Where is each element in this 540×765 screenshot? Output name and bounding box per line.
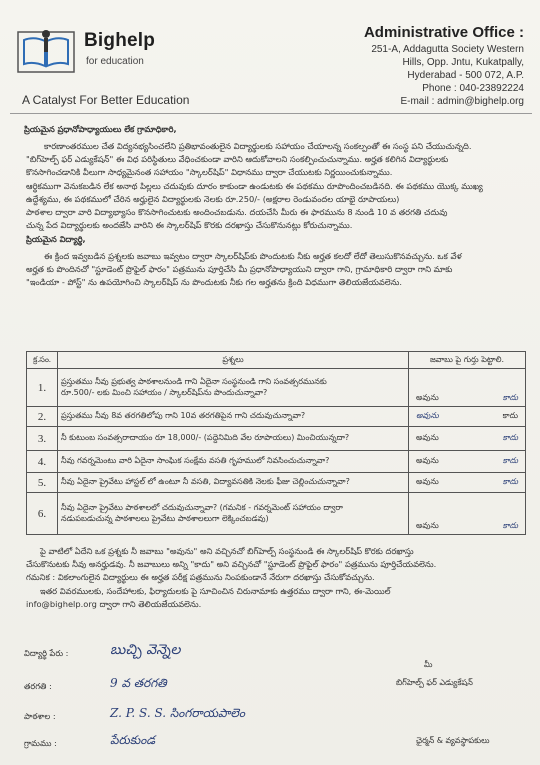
sign-organization: బిగ్‌హెల్ప్ ఫర్ ఎడ్యుకేషన్ [396, 678, 473, 687]
phone-line: Phone : 040-23892224 [422, 83, 524, 94]
eligibility-table [26, 351, 526, 535]
no-option[interactable]: కాదు [502, 433, 518, 442]
salutation: ప్రియమైన ప్రధానోపాధ్యాయులు లేక గ్రామాధికారి, [24, 124, 177, 134]
yes-option[interactable]: అవును [416, 477, 439, 486]
yes-option[interactable]: అవును [416, 456, 439, 465]
yes-option[interactable]: అవును [416, 411, 439, 420]
yes-option[interactable]: అవును [416, 392, 439, 402]
question-cell: నీవు ఏదైనా ప్రైవేటు పాఠశాలలో చదువుచున్నావా? (గమనిక - గవర్నమెంట్ సహాయం ద్వారా నడుపబడుచున్న పాఠశాలలు ప్రైవేటు పాఠశాలలుగా లెక్కించబడవు) [58, 493, 409, 535]
col-answer: జవాబు పై గుర్తు పెట్టాలి. [409, 352, 526, 369]
school-value[interactable]: Z. P. S. S. సింగరాయపాలెం [110, 706, 246, 720]
sign-title: ఛైర్మన్ & వ్యవస్థాపకులు [416, 736, 490, 745]
class-value[interactable]: 9 వ తరగతి [110, 676, 167, 690]
field-label: విద్యార్థి పేరు : [24, 648, 69, 658]
answer-cell[interactable] [409, 427, 526, 451]
yes-option[interactable]: అవును [416, 520, 439, 530]
question-cell: ప్రస్తుతము నీవు ప్రభుత్వ పాఠశాలనుండి గాని ఏదైనా సంస్థనుండి గాని సంవత్సరమునకు రూ.500/- లకు మించి సహాయం / స్కాలర్‌షిప్‌ను పొందుచున్నావా? [58, 369, 409, 407]
no-option[interactable]: కాదు [502, 392, 518, 402]
address-line: Hills, Opp. Jntu, Kukatpally, [402, 57, 524, 68]
office-title: Administrative Office : [363, 24, 524, 41]
no-option[interactable]: కాదు [502, 411, 518, 420]
bighelp-logo-icon [16, 26, 76, 76]
village-value[interactable]: పేరుకుండ [110, 733, 156, 747]
question-cell: నీవు ఏదైనా ప్రైవేటు హాస్టల్ లో ఉంటూ నీ వసతి, విద్యావసతికి నెలకు ఫీజు చెల్లించుచున్నావా? [58, 473, 409, 493]
field-label: తరగతి : [24, 681, 52, 691]
address-line: Hyderabad - 500 072, A.P. [407, 70, 524, 81]
col-sno: క్ర.సం. [27, 352, 58, 369]
answer-cell[interactable] [409, 407, 526, 427]
no-option[interactable]: కాదు [502, 477, 518, 486]
student-greeting: ప్రియమైన విద్యార్థి, [26, 234, 86, 244]
row-number: 4. [27, 451, 58, 473]
email-line: E-mail : admin@bighelp.org [400, 96, 524, 107]
tagline: A Catalyst For Better Education [22, 93, 190, 107]
answer-cell[interactable] [409, 473, 526, 493]
student-name-value[interactable]: బుచ్చి వెన్నెల [110, 642, 181, 658]
table-row [27, 407, 526, 427]
answer-cell[interactable] [409, 369, 526, 407]
brand-name: Bighelp [84, 30, 156, 51]
yes-option[interactable]: అవును [416, 433, 439, 442]
row-number: 6. [27, 493, 58, 535]
table-row [27, 427, 526, 451]
field-label: గ్రామము : [24, 738, 57, 748]
table-row [27, 493, 526, 535]
address-line: 251-A, Addagutta Society Western [371, 44, 524, 55]
brand-subtitle: for education [86, 56, 144, 67]
table-row [27, 369, 526, 407]
table-row [27, 473, 526, 493]
answer-cell[interactable] [409, 451, 526, 473]
row-number: 5. [27, 473, 58, 493]
question-cell: నీవు గవర్నమెంటు వారి ఏదైనా సాంఘిక సంక్షేమ వసతి గృహములో నివసించుచున్నావా? [58, 451, 409, 473]
no-option[interactable]: కాదు [502, 520, 518, 530]
closing-paragraph: పై వాటిలో ఏదేని ఒక ప్రశ్నకు నీ జవాబు "అవును" అని వచ్చినచో బిగ్‌హెల్ప్ సంస్థనుండి ఈ స్కాలర్‌షిప్ కొరకు దరఖాస్తు చేసుకొనుటకు నీవు అనర్హుడవు. నీ జవాబులు అన్ని "కాదు" అని వచ్చినచో "స్టూడెంట్ ప్రొఫైల్ ఫారం" పత్రమును పూర్తిచేయవలెను. గమనిక : వికలాంగులైన విద్యార్థులు ఈ అర్హత పరీక్ష పత్రమును నింపకుండానే నేరుగా దరఖాస్తు చేసుకోవచ్చును. ఇతర వివరములకు, సందేహాలకు, ఫిర్యాదులకు పై సూచించిన చిరునామాకు ఉత్తరము ద్వారా గాని, ఈ-మెయిల్ info@bighelp.org ద్వారా గాని తెలియజేయవలెను. [26, 546, 437, 609]
row-number: 1. [27, 369, 58, 407]
intro-paragraph: కారణాంతరముల చేత విద్యనభ్యసించలేని ప్రతిభావంతులైన విద్యార్థులకు సహాయం చేయాలన్న సంకల్పంతో ఈ సంస్థ పని చేయుచున్నది. "బిగ్‌హెల్ప్ ఫర్ ఎడ్యుకేషన్" ఈ విధ పరిస్థితులు వేధించకుండా వారిని ఆదుకోవాలని సంకల్పించుచున్నాము. అర్హత కలిగిన విద్యార్థులకు కొనసాగించడానికి వీలుగా సాధ్యమైనంత సహాయం "స్కాలర్‌షిప్" విధానము ద్వారా చేయుటకు నిర్ణయించుకున్నాము. ఆర్థికముగా వెనుకబడిన లేక అనాథ పిల్లలు చదువుకు దూరం కాకుండా ఉండుటకు ఈ పథకము రూపొందించబడినది. ఈ పథకము యొక్క ముఖ్య ఉద్దేశ్యము, ఈ పథకములో చేరిన అర్హులైన విద్యార్థులకు నెలకు రూ.250/- (అక్షరాల రెండువందల యాభై రూపాయలు) పాఠశాల ద్వారా వారి విద్యాభ్యాసం కొనసాగించుటకు అందించబడును. దయచేసి మీరు ఈ ఫారమును 8 నుండి 10 వ తరగతి చదువు చున్న పేద విద్యార్థులకు అందజేసి వారిని ఈ స్కాలర్‌షిప్ కొరకు దరఖాస్తు చేసుకొనునట్లు కోరుచున్నాము. [26, 141, 483, 231]
table-header-row [27, 352, 526, 369]
question-cell: నీ కుటుంబ సంవత్సరాదాయం రూ 18,000/- (పద్దెనిమిది వేల రూపాయలు) మించియున్నదా? [58, 427, 409, 451]
sign-prefix: మీ [424, 660, 433, 669]
field-label: పాఠశాల : [24, 711, 56, 721]
header-divider [10, 113, 532, 114]
row-number: 2. [27, 407, 58, 427]
no-option[interactable]: కాదు [502, 456, 518, 465]
table-row [27, 451, 526, 473]
instruction-paragraph: ఈ క్రింద ఇవ్వబడిన ప్రశ్నలకు జవాబు ఇవ్వటం ద్వారా స్కాలర్‌షిప్‌కు పొందుటకు నీకు అర్హత కలదో లేదో తెలుసుకొనవచ్చును. ఒక వేళ అర్హత కు పొందినచో "స్టూడెంట్ ప్రొఫైల్ ఫారం" పత్రమును పూర్తిచేసి మీ ప్రధానోపాధ్యాయుని ద్వారా గాని, గ్రామాధికారి ద్వారా గాని మాకు "ఇండియా - పోస్ట్" ను ఉపయోగించి స్కాలర్‌షిప్ ను పొందుటకు నీకు గల అర్హతను క్రింది విధముగా తెలియజేయవలెను. [26, 251, 462, 288]
row-number: 3. [27, 427, 58, 451]
answer-cell[interactable] [409, 493, 526, 535]
col-question: ప్రశ్నలు [58, 352, 409, 369]
question-cell: ప్రస్తుతము నీవు 8వ తరగతిలోపు గాని 10వ తరగతిపైన గాని చదువుచున్నావా? [58, 407, 409, 427]
